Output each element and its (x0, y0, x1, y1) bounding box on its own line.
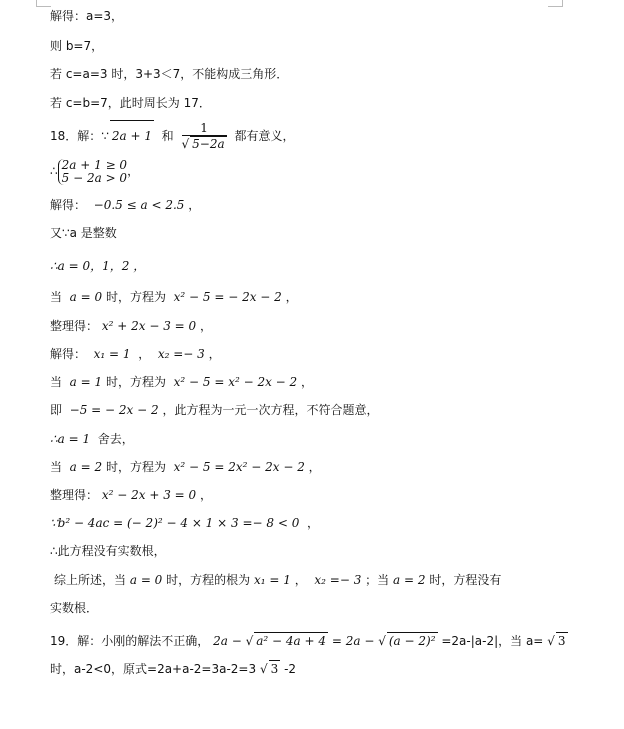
system-brace (58, 159, 127, 185)
math-line: ∴a = 0，1，2 ， (50, 259, 146, 273)
punct: ， (208, 347, 221, 361)
label: -2 (284, 662, 297, 676)
summary-line (54, 572, 501, 588)
label: ；当 (365, 573, 390, 587)
text-line: 则 b=7， (50, 39, 104, 53)
math-expr: a = 0 (69, 290, 103, 304)
sys-line-1: 2a + 1 ≥ 0 (61, 157, 128, 172)
math-expr: x² − 2x + 3 = 0 (101, 488, 197, 502)
text-line (50, 289, 298, 305)
text-line: 若 c=a=3 时，3+3＜7，不能构成三角形． (50, 67, 289, 81)
punct: ， (308, 460, 321, 474)
math-expr: x² + 2x − 3 = 0 (101, 319, 197, 333)
label: 整理得： (50, 319, 99, 333)
text-line: 又∵a 是整数 (50, 226, 117, 240)
q19-line-2: 时，a-2<0，原式=2a+a-2=3a-2=3 √ 3 -2 (50, 662, 297, 676)
q18-tail: 都有意义， (234, 129, 295, 143)
label: ，此方程为一元一次方程，不符合题意， (162, 403, 379, 417)
math-expr: x² − 5 = x² − 2x − 2 (173, 375, 298, 389)
text-line (50, 431, 134, 447)
text-line (50, 374, 313, 390)
math-expr: a = 1 (69, 375, 103, 389)
math-expr: x₂ =− 3 (157, 347, 205, 361)
text-line (50, 515, 319, 531)
math-expr: x₁ = 1 (254, 573, 291, 587)
math-expr: x₂ =− 3 (314, 573, 362, 587)
sys-line-2: 5 − 2a > 0 (61, 170, 128, 185)
label: 解得： (50, 347, 87, 361)
text-line (50, 459, 321, 475)
radical: (a − 2)² (388, 634, 436, 648)
text-line: 实数根． (50, 601, 99, 615)
radical: 3 (270, 662, 279, 676)
text-line (50, 318, 212, 334)
text-line (50, 346, 221, 362)
label: 时，方程为 (105, 290, 166, 304)
label: 时，方程为 (105, 460, 166, 474)
sys-prefix: ∴ (50, 164, 58, 178)
math-expr: ∵b² − 4ac = (− 2)² − 4 × 1 × 3 =− 8 < 0 (50, 516, 300, 530)
q18-and: 和 (161, 129, 174, 143)
math-expr: = 2a − (331, 634, 375, 648)
text-line: 解得：a=3， (50, 9, 124, 23)
fraction-denominator: 5−2a (192, 137, 225, 151)
label: 当 (50, 375, 63, 389)
math-expr: a = 0 (129, 573, 163, 587)
math-expr: a = 2 (69, 460, 103, 474)
math-expr: −5 = − 2x − 2 (69, 403, 159, 417)
punct: ， (301, 375, 314, 389)
punct: ， (294, 573, 307, 587)
label: 当 (50, 290, 63, 304)
radical: a² − 4a + 4 (256, 634, 327, 648)
label: 综上所述，当 (54, 573, 127, 587)
label: 当 (50, 460, 63, 474)
q18-head: 18．解：∵ (50, 129, 109, 143)
text-line (50, 197, 200, 213)
label: 时，方程的根为 (166, 573, 251, 587)
inequality-system (50, 156, 139, 186)
label: 解得： (50, 198, 87, 212)
punct: ， (188, 198, 201, 212)
label: 舍去， (97, 432, 134, 446)
math-expr: 2a − (213, 634, 242, 648)
text-line: 若 c=b=7，此时周长为 17． (50, 96, 211, 110)
sys-suffix: ， (127, 164, 140, 178)
fraction: $\frac{1}{√ 5-2a}$ (181, 121, 225, 151)
page-corner-mark-right (548, 0, 563, 7)
label: 时，a-2<0，原式=2a+a-2=3a-2=3 (50, 662, 257, 676)
q18-header (50, 120, 294, 152)
text-line (50, 487, 212, 503)
label: =2a-|a-2|，当 a= (441, 634, 544, 648)
math-expr: x₁ = 1 (93, 347, 131, 361)
punct: ， (306, 516, 319, 530)
q19-line-1: 19．解：小刚的解法不正确， 2a − √ a² − 4a + 4 = 2a − √ (a − 2)² =2a-|a-2|，当 a= √ 3 (50, 634, 566, 648)
label: 即 (50, 403, 63, 417)
math-expr: x² − 5 = − 2x − 2 (173, 290, 282, 304)
text-line (50, 402, 378, 418)
radical: 2a + 1 (110, 120, 154, 151)
math-expr: x² − 5 = 2x² − 2x − 2 (173, 460, 305, 474)
text-line: ∴此方程没有实数根， (50, 544, 166, 558)
label: 时，方程没有 (429, 573, 502, 587)
punct: ， (285, 290, 298, 304)
math-expr: −0.5 ≤ a < 2.5 (93, 198, 185, 212)
math-expr: ∴a = 1 (50, 432, 91, 446)
fraction-numerator: 1 (182, 121, 227, 136)
punct: ， (138, 347, 151, 361)
page-corner-mark-left (36, 0, 51, 7)
label: 整理得： (50, 488, 99, 502)
punct: ， (199, 488, 212, 502)
radical: 3 (557, 634, 566, 648)
math-expr: a = 2 (393, 573, 426, 587)
label: 时，方程为 (105, 375, 166, 389)
punct: ， (199, 319, 212, 333)
q19-head: 19．解：小刚的解法不正确， (50, 634, 210, 648)
